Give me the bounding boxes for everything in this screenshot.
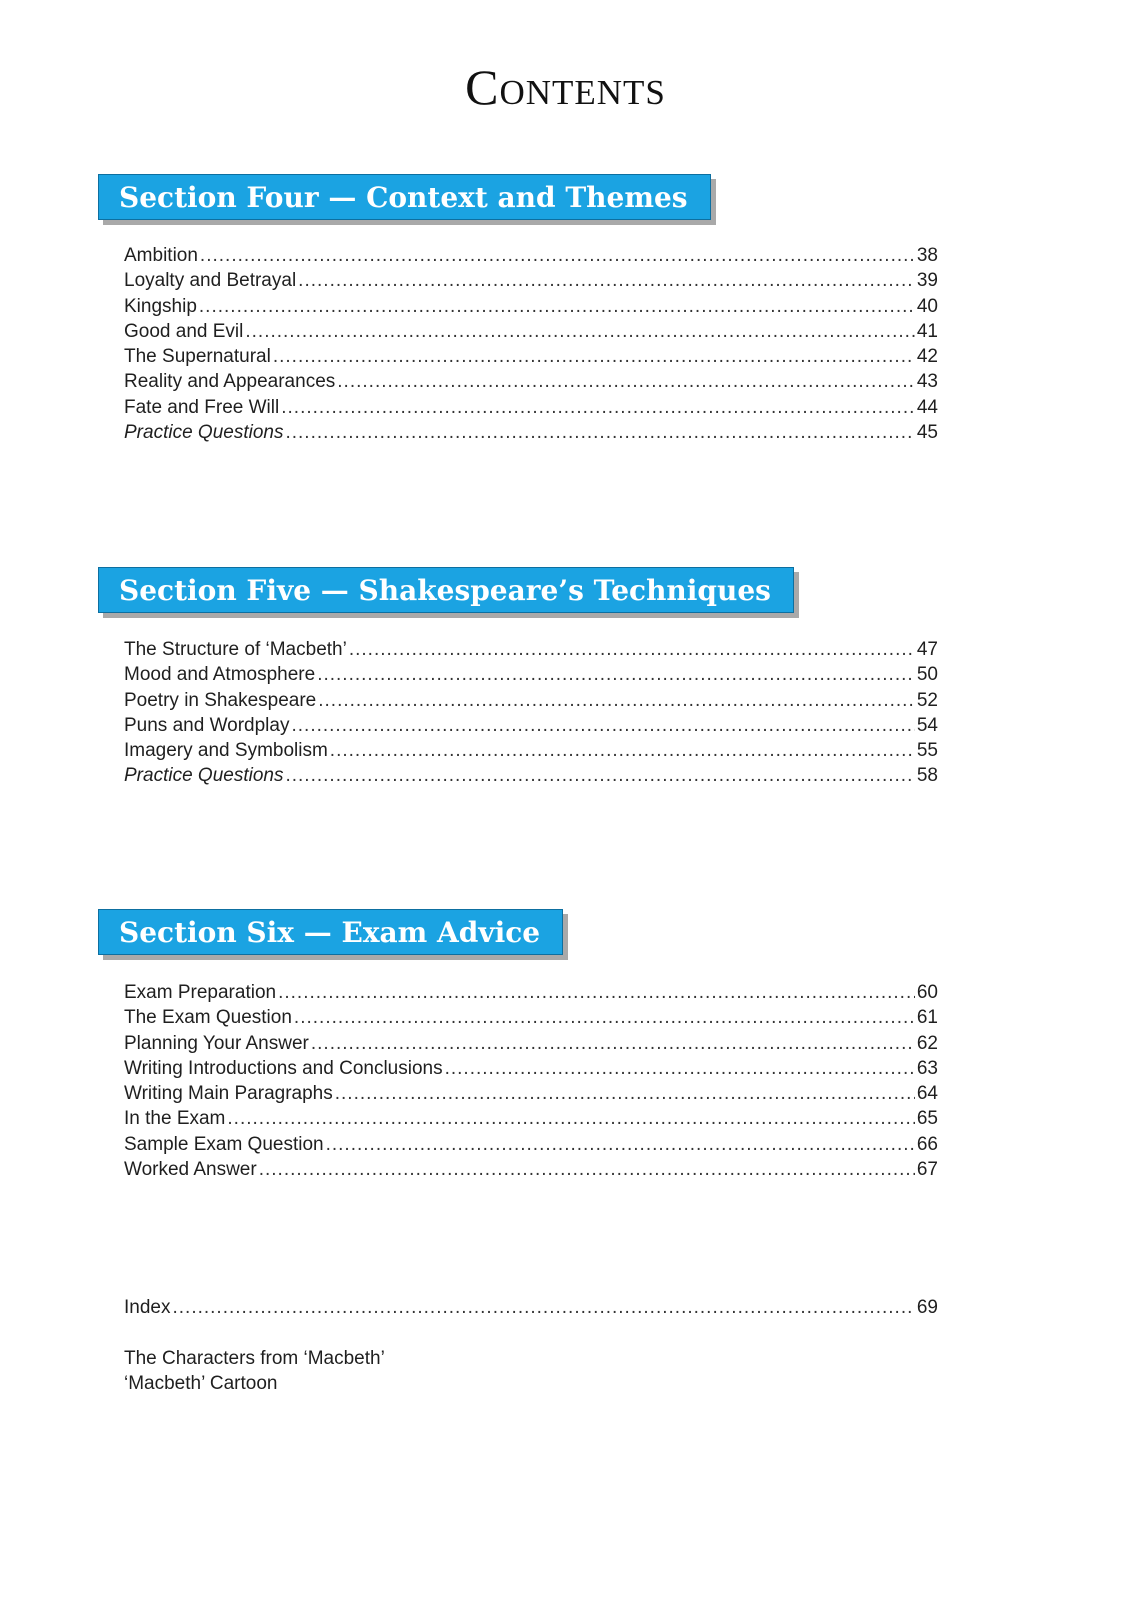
toc-entry-label: Writing Introductions and Conclusions xyxy=(124,1057,443,1079)
toc-entry-page: 54 xyxy=(916,714,938,736)
toc-leader-dots xyxy=(335,1081,915,1106)
toc-leader-dots xyxy=(349,637,915,662)
toc-leader-dots xyxy=(259,1157,915,1182)
toc-entry[interactable] xyxy=(124,1106,938,1131)
toc-leader-dots xyxy=(311,1031,915,1056)
toc-list-index xyxy=(124,1295,938,1320)
toc-leader-dots xyxy=(298,268,915,293)
toc-entry[interactable] xyxy=(124,243,938,268)
toc-leader-dots xyxy=(291,713,914,738)
toc-leader-dots xyxy=(294,1005,915,1030)
toc-entry-page: 55 xyxy=(916,740,938,762)
toc-entry[interactable] xyxy=(124,1031,938,1056)
toc-entry[interactable] xyxy=(124,637,938,662)
toc-entry-label: Practice Questions xyxy=(124,765,284,787)
toc-entry[interactable] xyxy=(124,763,938,788)
toc-list-section-four xyxy=(124,243,938,445)
toc-entry-label: The Supernatural xyxy=(124,346,271,368)
section-heading-six: Section Six — Exam Advice xyxy=(98,909,563,955)
toc-entry-page: 66 xyxy=(916,1133,938,1155)
toc-entry-label: Fate and Free Will xyxy=(124,396,280,418)
toc-entry-page: 39 xyxy=(916,270,938,292)
toc-entry-label: Kingship xyxy=(124,295,197,317)
toc-entry[interactable] xyxy=(124,268,938,293)
toc-entry[interactable] xyxy=(124,369,938,394)
toc-leader-dots xyxy=(285,763,914,788)
toc-entry-page: 58 xyxy=(916,765,938,787)
toc-list-section-five xyxy=(124,637,938,789)
toc-entry-label: Writing Main Paragraphs xyxy=(124,1083,333,1105)
toc-entry[interactable] xyxy=(124,1132,938,1157)
toc-entry[interactable] xyxy=(124,395,938,420)
toc-entry-label: Worked Answer xyxy=(124,1159,257,1181)
toc-entry-page: 42 xyxy=(916,346,938,368)
toc-entry-page: 61 xyxy=(916,1007,938,1029)
toc-entry-label: Poetry in Shakespeare xyxy=(124,689,317,711)
toc-entry[interactable] xyxy=(124,738,938,763)
toc-leader-dots xyxy=(200,243,915,268)
toc-entry-label: The Structure of ‘Macbeth’ xyxy=(124,639,347,660)
toc-entry-label: Puns and Wordplay xyxy=(124,714,290,736)
toc-entry-page: 45 xyxy=(916,422,938,444)
toc-entry-page: 38 xyxy=(916,245,938,266)
toc-entry-page: 41 xyxy=(916,320,938,342)
toc-leader-dots xyxy=(330,738,915,763)
toc-entry-page: 62 xyxy=(916,1032,938,1054)
toc-entry[interactable] xyxy=(124,980,938,1005)
toc-leader-dots xyxy=(278,980,915,1005)
toc-entry[interactable] xyxy=(124,420,938,445)
toc-entry-page: 50 xyxy=(916,664,938,686)
toc-entry[interactable] xyxy=(124,1157,938,1182)
toc-entry-label: Loyalty and Betrayal xyxy=(124,270,297,292)
section-heading-four: Section Four — Context and Themes xyxy=(98,174,711,220)
toc-entry-label: Good and Evil xyxy=(124,320,244,342)
toc-entry-label: The Exam Question xyxy=(124,1007,292,1029)
toc-entry-page: 64 xyxy=(916,1083,938,1105)
page-title: Contents xyxy=(465,59,666,115)
toc-extras-list xyxy=(124,1346,385,1397)
toc-entry[interactable] xyxy=(124,319,938,344)
toc-entry-page: 44 xyxy=(916,396,938,418)
toc-leader-dots xyxy=(285,420,914,445)
toc-leader-dots xyxy=(445,1056,915,1081)
toc-entry-label: Imagery and Symbolism xyxy=(124,740,328,762)
toc-entry[interactable] xyxy=(124,1005,938,1030)
toc-entry[interactable] xyxy=(124,1056,938,1081)
toc-extra-item[interactable]: ‘Macbeth’ Cartoon xyxy=(124,1373,278,1395)
toc-leader-dots xyxy=(326,1132,915,1157)
toc-leader-dots xyxy=(172,1295,914,1320)
toc-leader-dots xyxy=(317,662,915,687)
toc-entry[interactable] xyxy=(124,294,938,319)
toc-entry-page: 69 xyxy=(916,1297,938,1318)
toc-entry-index[interactable] xyxy=(124,1295,938,1320)
toc-leader-dots xyxy=(337,369,915,394)
toc-entry-label: Mood and Atmosphere xyxy=(124,664,316,686)
toc-entry-page: 47 xyxy=(916,639,938,660)
toc-leader-dots xyxy=(245,319,915,344)
toc-leader-dots xyxy=(199,294,915,319)
toc-entry-label: Practice Questions xyxy=(124,422,284,444)
toc-entry-page: 60 xyxy=(916,982,938,1003)
toc-entry-page: 67 xyxy=(916,1159,938,1181)
toc-leader-dots xyxy=(318,688,915,713)
toc-entry[interactable] xyxy=(124,662,938,687)
section-heading-five: Section Five — Shakespeare’s Techniques xyxy=(98,567,794,613)
toc-entry-label: Sample Exam Question xyxy=(124,1133,324,1155)
toc-extra-item[interactable]: The Characters from ‘Macbeth’ xyxy=(124,1348,385,1369)
toc-entry[interactable] xyxy=(124,344,938,369)
toc-entry-page: 43 xyxy=(916,371,938,393)
toc-leader-dots xyxy=(273,344,915,369)
toc-leader-dots xyxy=(281,395,915,420)
toc-entry[interactable] xyxy=(124,1081,938,1106)
toc-entry-label: Planning Your Answer xyxy=(124,1032,309,1054)
toc-entry-page: 40 xyxy=(916,295,938,317)
toc-entry-label: Index xyxy=(124,1297,171,1318)
toc-entry-page: 52 xyxy=(916,689,938,711)
toc-entry-label: Exam Preparation xyxy=(124,982,277,1003)
toc-entry-page: 63 xyxy=(916,1057,938,1079)
toc-entry-label: Reality and Appearances xyxy=(124,371,336,393)
toc-entry-label: Ambition xyxy=(124,245,198,266)
toc-entry[interactable] xyxy=(124,688,938,713)
toc-entry[interactable] xyxy=(124,713,938,738)
toc-list-section-six xyxy=(124,980,938,1182)
toc-entry-page: 65 xyxy=(916,1108,938,1130)
toc-leader-dots xyxy=(227,1106,914,1131)
toc-entry-label: In the Exam xyxy=(124,1108,226,1130)
